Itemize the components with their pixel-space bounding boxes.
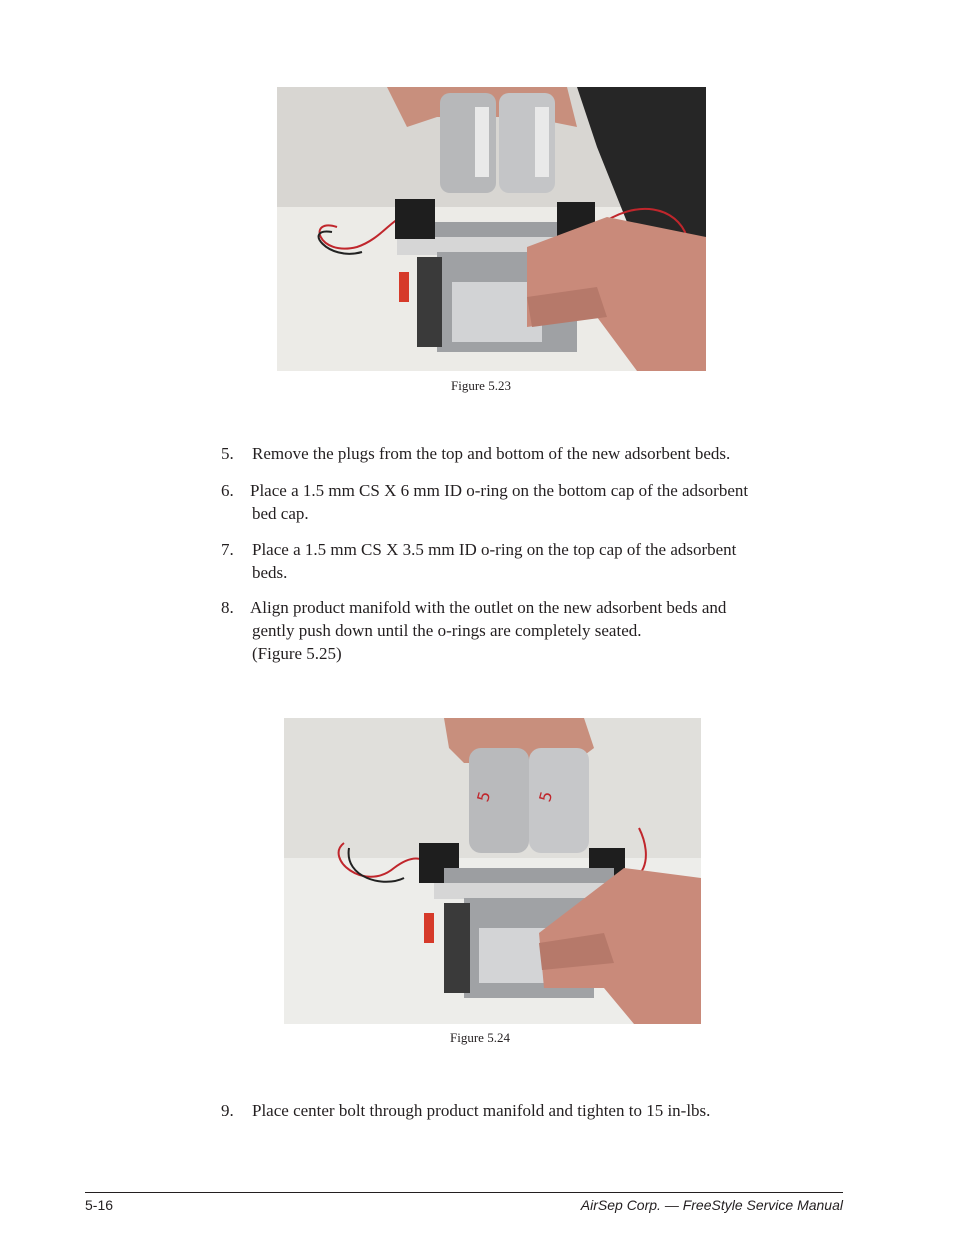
step-text xyxy=(252,538,812,584)
step-text-line: Place a 1.5 mm CS X 6 mm ID o-ring on the bottom cap of the adsorbent xyxy=(250,481,749,500)
step-text-line: (Figure 5.25) xyxy=(252,644,342,663)
step-number: 7. xyxy=(221,540,234,559)
figure-5-23-caption: Figure 5.23 xyxy=(451,378,511,393)
step-text-line: Align product manifold with the outlet on the new adsorbent beds and xyxy=(250,598,727,617)
figure-5-24-illustration xyxy=(284,718,701,1024)
step-text-line: bed cap. xyxy=(252,504,309,523)
figure-5-23-photo xyxy=(277,87,706,371)
step-number: 5. xyxy=(221,444,234,463)
manual-title: AirSep Corp. — FreeStyle Service Manual xyxy=(580,1197,843,1213)
step-number: 8. xyxy=(221,598,234,617)
step-text xyxy=(252,479,812,525)
step-number: 9. xyxy=(221,1101,234,1120)
step-text-line: beds. xyxy=(252,563,288,582)
page-number: 5-16 xyxy=(85,1197,114,1213)
figure-5-24-photo xyxy=(284,718,701,1024)
step-text xyxy=(252,596,812,665)
step-text: Remove the plugs from the top and bottom of the new adsorbent beds. xyxy=(252,444,731,463)
figure-5-23-illustration xyxy=(277,87,706,371)
figure-5-24-caption: Figure 5.24 xyxy=(450,1030,510,1045)
step-text-line: Place a 1.5 mm CS X 3.5 mm ID o-ring on the top cap of the adsorbent xyxy=(252,540,737,559)
bed-marking-left: 5 xyxy=(473,789,495,804)
step-text: Place center bolt through product manifold and tighten to 15 in-lbs. xyxy=(252,1101,711,1120)
step-number: 6. xyxy=(221,481,234,500)
step-text-line: gently push down until the o-rings are completely seated. xyxy=(252,621,642,640)
footer-divider xyxy=(85,1192,843,1193)
bed-marking-right: 5 xyxy=(535,789,557,804)
